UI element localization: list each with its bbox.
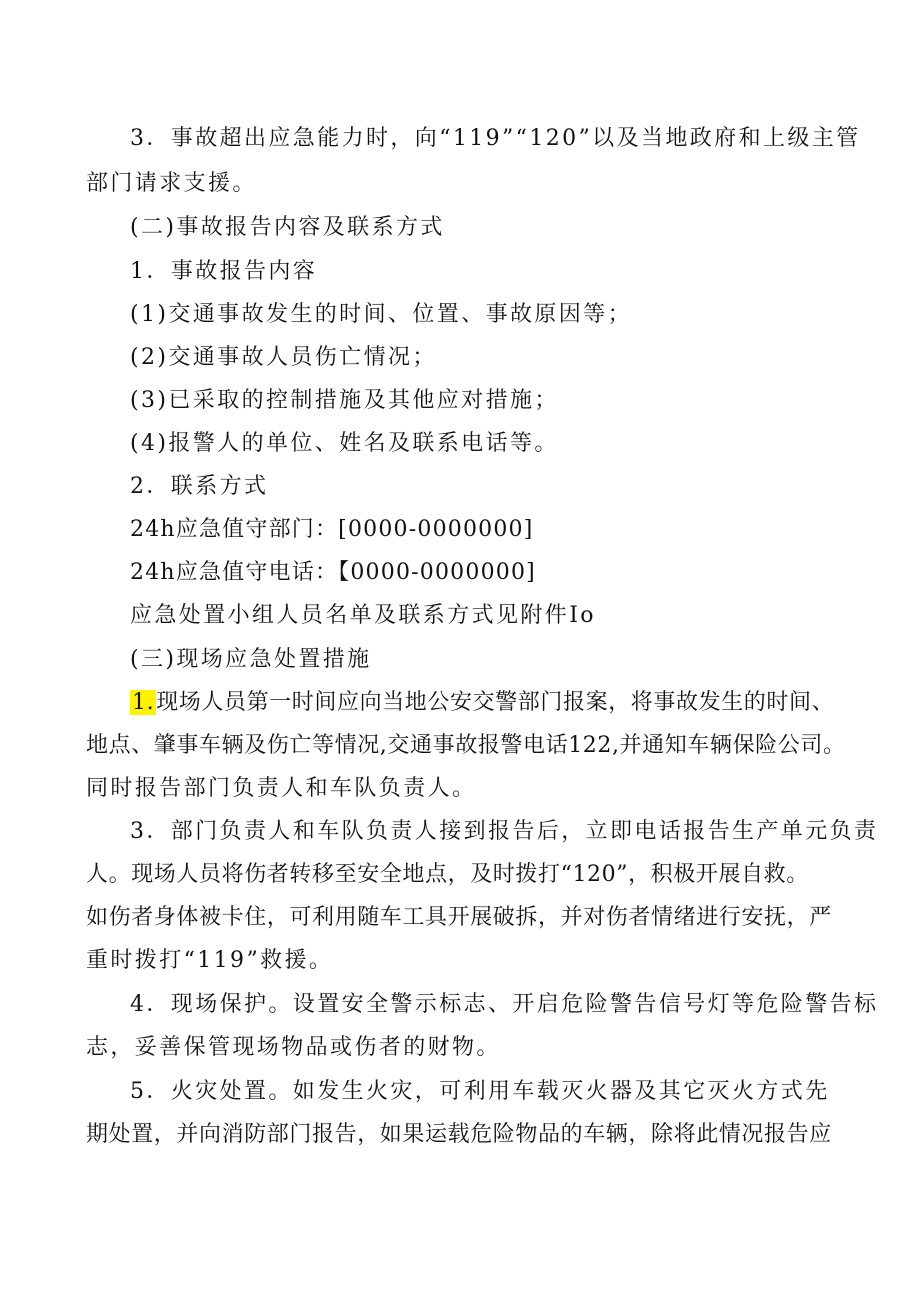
duty-department-line: 24h应急值守部门：[0000-0000000] [130,517,534,542]
paragraph-3-line-1: 3．事故超出应急能力时，向“119”“120”以及当地政府和上级主管 [130,126,861,151]
notification-line-4: 重时拨打“119”救援。 [86,948,334,973]
subheading-report-content: 1．事故报告内容 [130,259,318,284]
onsite-report-line-1 [130,688,890,718]
report-item-4: (4)报警人的单位、姓名及联系电话等。 [130,431,559,456]
paragraph-3-line-2: 部门请求支援。 [86,171,257,196]
fire-handling-line-1: 5．火灾处置。如发生火灾，可利用车载灭火器及其它灭火方式先 [130,1079,830,1104]
fire-handling-line-2: 期处置，并向消防部门报告，如果运载危险物品的车辆，除将此情况报告应 [86,1122,832,1147]
onsite-report-line-3: 同时报告部门负责人和车队负责人。 [86,776,477,801]
report-item-2: (2)交通事故人员伤亡情况； [130,345,437,370]
notification-line-2: 人。现场人员将伤者转移至安全地点，及时拨打“120”，积极开展自救。 [86,862,809,887]
attachment-reference-line: 应急处置小组人员名单及联系方式见附件Io [130,603,596,628]
scene-protection-line-1: 4．现场保护。设置安全警示标志、开启危险警告信号灯等危险警告标 [130,992,879,1017]
highlighted-item-number: 1. [132,690,155,715]
duty-phone-line: 24h应急值守电话：【0000-0000000] [130,560,536,585]
subheading-contact: 2．联系方式 [130,474,269,499]
scene-protection-line-2: 志，妥善保管现场物品或伤者的财物。 [86,1035,501,1060]
section-heading-3: (三)现场应急处置措施 [130,647,372,672]
notification-line-1: 3．部门负责人和车队负责人接到报告后，立即电话报告生产单元负责 [130,819,879,844]
onsite-report-line-2: 地点、肇事车辆及伤亡等情况,交通事故报警电话122,并通知车辆保险公司。 [86,733,846,758]
section-heading-2: (二)事故报告内容及联系方式 [130,215,445,240]
report-item-3: (3)已采取的控制措施及其他应对措施； [130,388,559,413]
notification-line-3: 如伤者身体被卡住，可利用随车工具开展破拆，并对伤者情绪进行安抚，严 [86,905,832,930]
onsite-report-text-1: 现场人员第一时间应向当地公安交警部门报案，将事故发生的时间、 [156,690,835,715]
report-item-1: (1)交通事故发生的时间、位置、事故原因等； [130,302,632,327]
